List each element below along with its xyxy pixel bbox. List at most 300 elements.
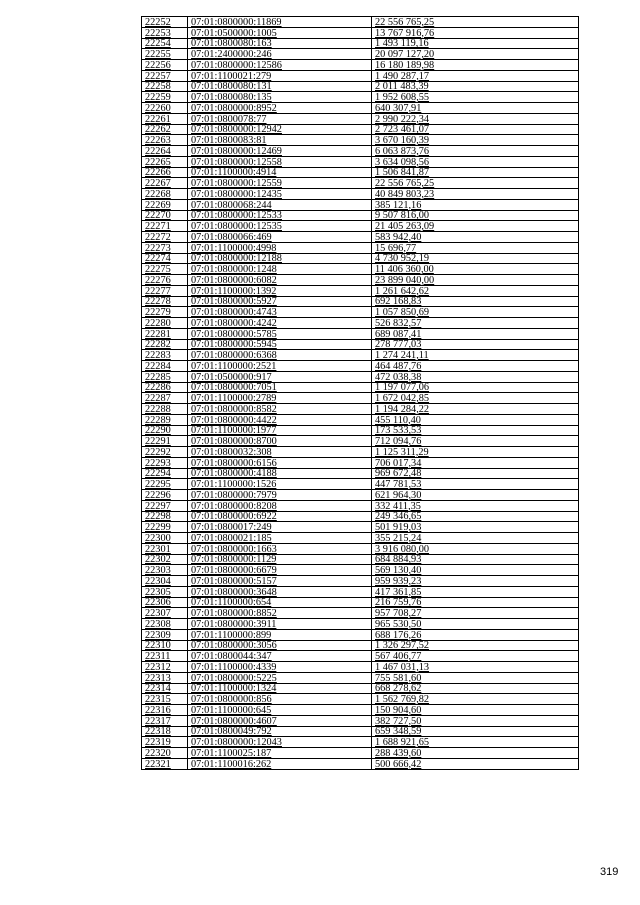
cadastral-number: 07:01:0800000:3911 — [191, 618, 277, 630]
table-row — [142, 17, 579, 28]
cadastral-number-cell — [188, 597, 372, 608]
cadastral-value: 1 506 841,87 — [375, 167, 430, 178]
row-number-cell — [142, 17, 188, 28]
cadastral-value: 464 487,76 — [375, 360, 422, 372]
cadastral-value: 712 094,76 — [375, 436, 422, 447]
cadastral-number-cell — [188, 554, 372, 565]
cadastral-value-cell — [372, 199, 579, 210]
table-row — [142, 253, 579, 264]
row-number-cell — [142, 586, 188, 597]
cadastral-value-cell — [372, 490, 579, 501]
cadastral-number: 07:01:0800000:7051 — [191, 382, 277, 393]
cadastral-number-cell — [188, 124, 372, 135]
row-number: 22252 — [145, 16, 171, 28]
cadastral-number-cell — [188, 135, 372, 146]
row-number: 22281 — [145, 328, 171, 339]
cadastral-value-cell — [372, 737, 579, 748]
cadastral-number: 07:01:1100000:1977 — [191, 425, 277, 436]
cadastral-number-cell — [188, 479, 372, 490]
cadastral-number-cell — [188, 210, 372, 221]
cadastral-number: 07:01:0800000:5225 — [191, 672, 277, 683]
cadastral-number: 07:01:1100021:279 — [191, 70, 272, 81]
cadastral-number: 07:01:0800000:6368 — [191, 350, 277, 361]
cadastral-number-cell — [188, 242, 372, 253]
row-number: 22297 — [145, 500, 171, 511]
cadastral-value: 526 832,57 — [375, 317, 422, 329]
table-row — [142, 124, 579, 135]
cadastral-value-cell — [372, 683, 579, 694]
cadastral-value: 3 916 080,00 — [375, 543, 430, 554]
row-number: 22302 — [145, 554, 171, 565]
cadastral-number: 07:01:0800000:5157 — [191, 575, 277, 587]
table-row — [142, 242, 579, 253]
table-row — [142, 490, 579, 501]
cadastral-number: 07:01:0800000:6156 — [191, 457, 277, 468]
cadastral-value: 173 533,53 — [375, 425, 422, 436]
row-number-cell — [142, 167, 188, 178]
row-number: 22314 — [145, 683, 171, 694]
cadastral-number-cell — [188, 285, 372, 296]
row-number-cell — [142, 414, 188, 425]
cadastral-number: 07:01:0800000:1129 — [191, 554, 277, 565]
row-number: 22257 — [145, 70, 171, 81]
cadastral-value-cell — [372, 511, 579, 522]
row-number: 22270 — [145, 210, 171, 221]
table-row — [142, 264, 579, 275]
cadastral-number: 07:01:0800080:135 — [191, 92, 272, 103]
row-number-cell — [142, 393, 188, 404]
cadastral-value-cell — [372, 167, 579, 178]
cadastral-value: 1 197 077,06 — [375, 382, 430, 393]
row-number: 22258 — [145, 81, 171, 92]
cadastral-value: 288 439,60 — [375, 747, 422, 759]
row-number-cell — [142, 436, 188, 447]
table-row — [142, 436, 579, 447]
cadastral-number-cell — [188, 490, 372, 501]
row-number-cell — [142, 371, 188, 382]
table-row — [142, 307, 579, 318]
cadastral-number: 07:01:0800000:12535 — [191, 221, 282, 232]
table-row — [142, 447, 579, 458]
row-number: 22285 — [145, 371, 171, 382]
row-number: 22316 — [145, 704, 171, 716]
cadastral-value: 959 939,23 — [375, 575, 422, 587]
cadastral-value-cell — [372, 522, 579, 533]
row-number-cell — [142, 296, 188, 307]
cadastral-number-cell — [188, 565, 372, 576]
cadastral-value: 40 849 803,23 — [375, 188, 435, 200]
cadastral-value: 1 562 769,82 — [375, 694, 430, 705]
row-number-cell — [142, 318, 188, 329]
cadastral-value: 13 767 916,76 — [375, 27, 435, 38]
table-row — [142, 748, 579, 759]
row-number: 22255 — [145, 49, 171, 60]
table-row — [142, 414, 579, 425]
cadastral-value-cell — [372, 189, 579, 200]
row-number-cell — [142, 221, 188, 232]
cadastral-number: 07:01:0800000:4242 — [191, 317, 277, 329]
cadastral-value-cell — [372, 350, 579, 361]
cadastral-number-cell — [188, 683, 372, 694]
row-number-cell — [142, 543, 188, 554]
cadastral-value: 755 581,60 — [375, 672, 422, 683]
cadastral-value-cell — [372, 608, 579, 619]
row-number: 22283 — [145, 350, 171, 361]
cadastral-value: 684 884,93 — [375, 554, 422, 565]
row-number-cell — [142, 113, 188, 124]
cadastral-value: 216 759,76 — [375, 597, 422, 608]
cadastral-number: 07:01:0800000:12559 — [191, 178, 282, 189]
row-number-cell — [142, 70, 188, 81]
table-row — [142, 49, 579, 60]
cadastral-value: 1 057 850,69 — [375, 307, 430, 318]
page-number: 319 — [600, 866, 619, 878]
table-row — [142, 640, 579, 651]
row-number-cell — [142, 156, 188, 167]
cadastral-number: 07:01:1100000:1324 — [191, 683, 277, 694]
cadastral-value-cell — [372, 307, 579, 318]
cadastral-number-cell — [188, 543, 372, 554]
cadastral-value-cell — [372, 318, 579, 329]
row-number-cell — [142, 361, 188, 372]
row-number: 22296 — [145, 489, 171, 501]
cadastral-number-cell — [188, 199, 372, 210]
row-number: 22288 — [145, 403, 171, 415]
cadastral-value-cell — [372, 543, 579, 554]
table-row — [142, 60, 579, 71]
cadastral-value: 1 490 287,17 — [375, 70, 430, 81]
cadastral-value: 1 194 284,22 — [375, 403, 430, 415]
cadastral-value-cell — [372, 135, 579, 146]
cadastral-value: 659 348,59 — [375, 726, 422, 737]
row-number-cell — [142, 404, 188, 415]
cadastral-value-cell — [372, 146, 579, 157]
cadastral-value-cell — [372, 597, 579, 608]
row-number-cell — [142, 339, 188, 350]
cadastral-number-cell — [188, 608, 372, 619]
table-row — [142, 683, 579, 694]
cadastral-number-cell — [188, 275, 372, 286]
cadastral-value-cell — [372, 715, 579, 726]
row-number: 22286 — [145, 382, 171, 393]
cadastral-number-cell — [188, 167, 372, 178]
table-row — [142, 672, 579, 683]
cadastral-value-table — [141, 16, 579, 770]
cadastral-number: 07:01:0800078:77 — [191, 113, 267, 124]
row-number: 22267 — [145, 178, 171, 189]
cadastral-value-cell — [372, 70, 579, 81]
cadastral-value: 692 168,83 — [375, 296, 422, 307]
cadastral-value-cell — [372, 103, 579, 114]
row-number: 22266 — [145, 167, 171, 178]
row-number: 22254 — [145, 38, 171, 49]
cadastral-number-cell — [188, 640, 372, 651]
cadastral-number-cell — [188, 404, 372, 415]
cadastral-number: 07:01:0800068:244 — [191, 199, 272, 210]
row-number: 22272 — [145, 231, 171, 243]
table-row — [142, 70, 579, 81]
row-number-cell — [142, 748, 188, 759]
row-number: 22280 — [145, 317, 171, 329]
row-number-cell — [142, 307, 188, 318]
cadastral-number-cell — [188, 318, 372, 329]
row-number-cell — [142, 705, 188, 716]
cadastral-value: 2 723 461,07 — [375, 124, 430, 135]
cadastral-number-cell — [188, 371, 372, 382]
cadastral-value: 6 063 873,76 — [375, 145, 430, 157]
row-number: 22287 — [145, 393, 171, 404]
cadastral-value: 957 708,27 — [375, 608, 422, 619]
cadastral-number: 07:01:0800000:8208 — [191, 500, 277, 511]
cadastral-number-cell — [188, 221, 372, 232]
cadastral-value: 689 087,41 — [375, 328, 422, 339]
table-row — [142, 318, 579, 329]
cadastral-value: 500 666,42 — [375, 758, 422, 769]
row-number: 22301 — [145, 543, 171, 554]
row-number: 22271 — [145, 221, 171, 232]
row-number: 22312 — [145, 661, 171, 673]
cadastral-value-cell — [372, 500, 579, 511]
table-row — [142, 135, 579, 146]
row-number: 22262 — [145, 124, 171, 135]
cadastral-number-cell — [188, 576, 372, 587]
row-number: 22282 — [145, 339, 171, 350]
row-number-cell — [142, 285, 188, 296]
table-row — [142, 361, 579, 372]
cadastral-number: 07:01:0800032:308 — [191, 446, 272, 458]
table-row — [142, 457, 579, 468]
row-number: 22308 — [145, 618, 171, 630]
table-row — [142, 479, 579, 490]
cadastral-number-cell — [188, 715, 372, 726]
row-number-cell — [142, 597, 188, 608]
table-row — [142, 371, 579, 382]
cadastral-value-cell — [372, 425, 579, 436]
row-number-cell — [142, 447, 188, 458]
row-number-cell — [142, 264, 188, 275]
table-row — [142, 339, 579, 350]
row-number: 22265 — [145, 156, 171, 167]
row-number-cell — [142, 210, 188, 221]
cadastral-value: 1 274 241,11 — [375, 350, 429, 361]
cadastral-value: 1 326 297,52 — [375, 640, 430, 651]
cadastral-value-cell — [372, 113, 579, 124]
table-row — [142, 92, 579, 103]
cadastral-value: 22 556 765,25 — [375, 16, 435, 28]
row-number: 22291 — [145, 436, 171, 447]
table-row — [142, 146, 579, 157]
cadastral-number-cell — [188, 447, 372, 458]
cadastral-number-cell — [188, 253, 372, 264]
cadastral-number: 07:01:0800083:81 — [191, 135, 267, 146]
cadastral-number-cell — [188, 694, 372, 705]
cadastral-value-cell — [372, 565, 579, 576]
table-row — [142, 651, 579, 662]
cadastral-value: 11 406 360,00 — [375, 264, 434, 275]
row-number-cell — [142, 479, 188, 490]
cadastral-value: 569 130,40 — [375, 565, 422, 576]
table-body — [142, 17, 579, 770]
cadastral-value: 567 406,77 — [375, 651, 422, 662]
cadastral-value: 1 493 119,16 — [375, 38, 429, 49]
cadastral-value: 2 990 222,34 — [375, 113, 430, 124]
cadastral-value-cell — [372, 60, 579, 71]
row-number-cell — [142, 232, 188, 243]
cadastral-value: 621 964,30 — [375, 489, 422, 501]
cadastral-number: 07:01:0800000:12533 — [191, 210, 282, 221]
cadastral-number: 07:01:0800000:5927 — [191, 296, 277, 307]
cadastral-number-cell — [188, 232, 372, 243]
table-row — [142, 694, 579, 705]
table-row — [142, 38, 579, 49]
cadastral-number: 07:01:1100000:1392 — [191, 285, 277, 296]
cadastral-value-cell — [372, 393, 579, 404]
cadastral-number-cell — [188, 49, 372, 60]
row-number-cell — [142, 715, 188, 726]
row-number-cell — [142, 146, 188, 157]
cadastral-number: 07:01:0800080:163 — [191, 38, 272, 49]
row-number-cell — [142, 737, 188, 748]
cadastral-value-cell — [372, 17, 579, 28]
cadastral-number: 07:01:0800000:4607 — [191, 715, 277, 726]
cadastral-value: 969 672,48 — [375, 468, 422, 479]
cadastral-number-cell — [188, 425, 372, 436]
cadastral-value-cell — [372, 651, 579, 662]
table-row — [142, 511, 579, 522]
cadastral-number: 07:01:1100000:4914 — [191, 167, 277, 178]
cadastral-value-cell — [372, 232, 579, 243]
row-number-cell — [142, 92, 188, 103]
cadastral-number-cell — [188, 70, 372, 81]
table-row — [142, 199, 579, 210]
row-number: 22256 — [145, 59, 171, 71]
row-number: 22253 — [145, 27, 171, 38]
cadastral-number-cell — [188, 672, 372, 683]
table-row — [142, 393, 579, 404]
cadastral-value-cell — [372, 27, 579, 38]
cadastral-value-cell — [372, 619, 579, 630]
cadastral-value: 385 121,16 — [375, 199, 422, 210]
cadastral-value-cell — [372, 124, 579, 135]
cadastral-number-cell — [188, 522, 372, 533]
cadastral-number-cell — [188, 27, 372, 38]
row-number: 22300 — [145, 532, 171, 544]
cadastral-number-cell — [188, 662, 372, 673]
cadastral-value: 1 125 311,29 — [375, 446, 429, 458]
table-row — [142, 232, 579, 243]
cadastral-value-cell — [372, 629, 579, 640]
cadastral-value-cell — [372, 726, 579, 737]
cadastral-number: 07:01:1100000:4339 — [191, 661, 277, 673]
row-number-cell — [142, 275, 188, 286]
row-number-cell — [142, 103, 188, 114]
row-number-cell — [142, 694, 188, 705]
table-row — [142, 167, 579, 178]
cadastral-number-cell — [188, 737, 372, 748]
row-number-cell — [142, 199, 188, 210]
cadastral-number: 07:01:1100000:2789 — [191, 393, 277, 404]
cadastral-number: 07:01:1100025:187 — [191, 747, 272, 759]
cadastral-number-cell — [188, 500, 372, 511]
cadastral-number-cell — [188, 468, 372, 479]
cadastral-value-cell — [372, 92, 579, 103]
cadastral-number: 07:01:2400000:246 — [191, 49, 272, 60]
row-number-cell — [142, 640, 188, 651]
table-row — [142, 113, 579, 124]
cadastral-number-cell — [188, 533, 372, 544]
table-row — [142, 156, 579, 167]
table-row — [142, 726, 579, 737]
cadastral-value: 3 670 160,39 — [375, 135, 430, 146]
cadastral-number-cell — [188, 103, 372, 114]
cadastral-number-cell — [188, 156, 372, 167]
cadastral-value: 447 781,53 — [375, 479, 422, 490]
table-row — [142, 275, 579, 286]
row-number: 22264 — [145, 145, 171, 157]
row-number: 22293 — [145, 457, 171, 468]
cadastral-number-cell — [188, 651, 372, 662]
row-number: 22292 — [145, 446, 171, 458]
table-row — [142, 27, 579, 38]
cadastral-number-cell — [188, 705, 372, 716]
row-number: 22276 — [145, 274, 171, 286]
row-number-cell — [142, 81, 188, 92]
cadastral-number-cell — [188, 264, 372, 275]
cadastral-value-cell — [372, 210, 579, 221]
cadastral-number: 07:01:1100016:262 — [191, 758, 272, 769]
cadastral-number: 07:01:0500000:917 — [191, 371, 272, 382]
table-row — [142, 554, 579, 565]
cadastral-number-cell — [188, 748, 372, 759]
table-row — [142, 221, 579, 232]
cadastral-value-cell — [372, 694, 579, 705]
cadastral-value-cell — [372, 296, 579, 307]
cadastral-value-cell — [372, 38, 579, 49]
cadastral-value-cell — [372, 371, 579, 382]
row-number-cell — [142, 683, 188, 694]
row-number-cell — [142, 522, 188, 533]
cadastral-value: 1 261 642,62 — [375, 285, 430, 296]
row-number: 22319 — [145, 737, 171, 748]
cadastral-number-cell — [188, 361, 372, 372]
cadastral-number-cell — [188, 60, 372, 71]
row-number-cell — [142, 651, 188, 662]
cadastral-value: 2 011 483,39 — [375, 81, 429, 92]
cadastral-value: 965 530,50 — [375, 618, 422, 630]
cadastral-value: 417 361,85 — [375, 586, 422, 597]
cadastral-number-cell — [188, 350, 372, 361]
row-number: 22284 — [145, 360, 171, 372]
row-number-cell — [142, 533, 188, 544]
cadastral-number: 07:01:1100000:654 — [191, 597, 272, 608]
cadastral-value: 583 942,40 — [375, 231, 422, 243]
cadastral-number: 07:01:1100000:2521 — [191, 360, 277, 372]
cadastral-number: 07:01:0800000:1248 — [191, 264, 277, 275]
cadastral-value-cell — [372, 264, 579, 275]
row-number: 22268 — [145, 188, 171, 200]
cadastral-number-cell — [188, 586, 372, 597]
cadastral-number: 07:01:0800000:8582 — [191, 403, 277, 415]
row-number: 22259 — [145, 92, 171, 103]
row-number: 22277 — [145, 285, 171, 296]
cadastral-value: 23 899 040,00 — [375, 274, 435, 286]
cadastral-value-cell — [372, 748, 579, 759]
table-row — [142, 296, 579, 307]
cadastral-value: 472 038,38 — [375, 371, 422, 382]
row-number: 22320 — [145, 747, 171, 759]
row-number: 22289 — [145, 414, 171, 425]
cadastral-value: 9 507 816,00 — [375, 210, 430, 221]
